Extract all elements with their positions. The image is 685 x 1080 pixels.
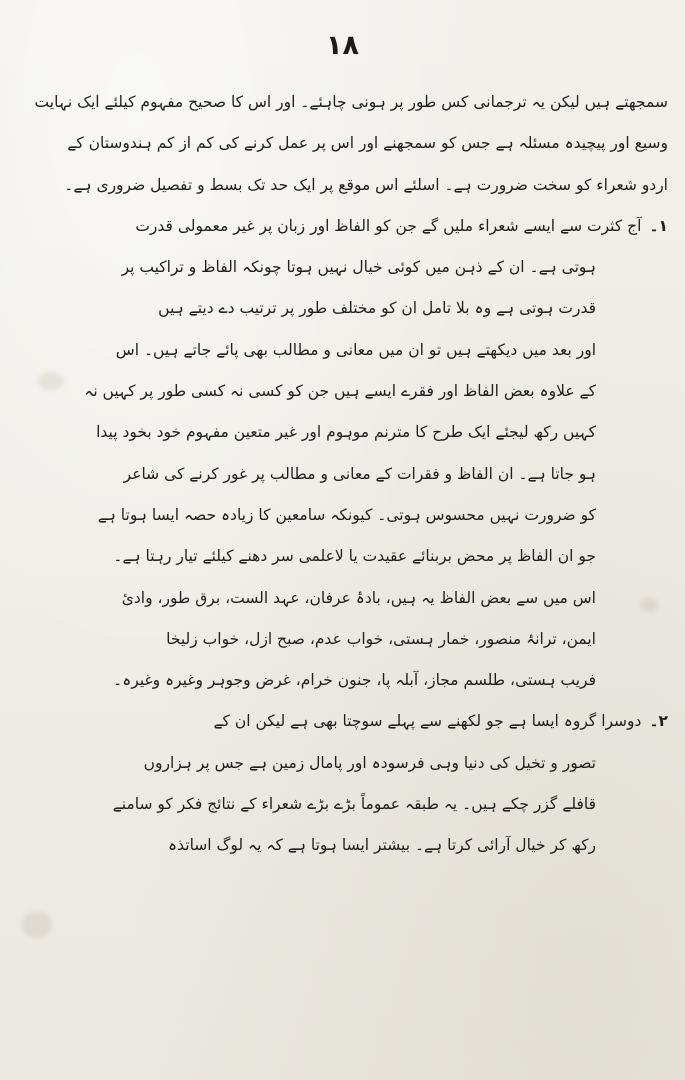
text-line: ہوتی ہے۔ ان کے ذہن میں کوئی خیال نہیں ہوتا چونکہ الفاظ و تراکیب پر	[121, 258, 596, 277]
text-line: اس میں سے بعض الفاظ یہ ہیں، بادۂ عرفان، عہد الست، برق طور، وادیٔ	[121, 588, 596, 607]
list-marker: ۱۔	[649, 216, 668, 235]
text-line: کہیں رکھ لیجئے ایک طرح کا مترنم موہوم اور غیر متعین مفہوم خود بخود پیدا	[96, 423, 596, 442]
page-number: ۱۸	[326, 30, 359, 61]
text-line: اردو شعراء کو سخت ضرورت ہے۔ اسلئے اس موقع پر ایک حد تک بسط و تفصیل ضروری ہے۔	[64, 175, 668, 194]
text-line: کو ضرورت نہیں محسوس ہوتی۔ کیونکہ سامعین کا زیادہ حصہ ایسا ہوتا ہے	[97, 505, 596, 524]
text-line: اور بعد میں دیکھتے ہیں تو ان میں معانی و مطالب بھی پائے جاتے ہیں۔ اس	[115, 340, 596, 359]
list-item-1-first-line	[20, 206, 668, 247]
list-item-2-first-line	[20, 701, 668, 742]
text-line: وسیع اور پیچیدہ مسئلہ ہے جس کو سمجھنے اور اس پر عمل کرنے کی کم از کم ہندوستان کے	[67, 134, 668, 153]
body-text	[20, 82, 668, 867]
paper-stain	[22, 912, 52, 938]
text-line: رکھ کر خیال آرائی کرتا ہے۔ بیشتر ایسا ہوتا ہے کہ یہ لوگ اساتذہ	[168, 836, 596, 855]
text-line: تصور و تخیل کی دنیا وہی فرسودہ اور پامال زمین ہے جس پر ہزاروں	[143, 753, 596, 772]
text-line: سمجھتے ہیں لیکن یہ ترجمانی کس طور پر ہونی چاہئے۔ اور اس کا صحیح مفہوم کیلئے ایک نہایت	[34, 93, 668, 111]
text-line: قدرت ہوتی ہے وہ بلا تامل ان کو مختلف طور پر ترتیب دے دیتے ہیں	[158, 299, 596, 318]
list-marker: ۲۔	[649, 712, 668, 731]
text-line-content: دوسرا گروہ ایسا ہے جو لکھنے سے پہلے سوچتا بھی ہے لیکن ان کے	[213, 712, 642, 731]
text-line: ایمن، ترانۂ منصور، خمار ہستی، خواب عدم، صبح ازل، خواب زلیخا	[166, 629, 596, 648]
text-line: قافلے گزر چکے ہیں۔ یہ طبقہ عموماً بڑے بڑے شعراء کے نتائج فکر کو سامنے	[112, 795, 596, 814]
text-line: جو ان الفاظ پر محض بربنائے عقیدت یا لاعلمی سر دھنے کیلئے تیار رہتا ہے۔	[113, 547, 596, 566]
text-line-content: آج کثرت سے ایسے شعراء ملیں گے جن کو الفاظ اور زبان پر غیر معمولی قدرت	[135, 216, 642, 235]
text-line: فریب ہستی، طلسم مجاز، آبلہ پا، جنون خرام، غرض وجوہر وغیرہ وغیرہ۔	[113, 671, 596, 690]
text-line: ہو جاتا ہے۔ ان الفاظ و فقرات کے معانی و مطالب پر غور کرنے کی شاعر	[123, 464, 596, 483]
text-line: کے علاوہ بعض الفاظ اور فقرے ایسے ہیں جن کو کسی نہ کسی طور پر کہیں نہ	[84, 382, 596, 401]
